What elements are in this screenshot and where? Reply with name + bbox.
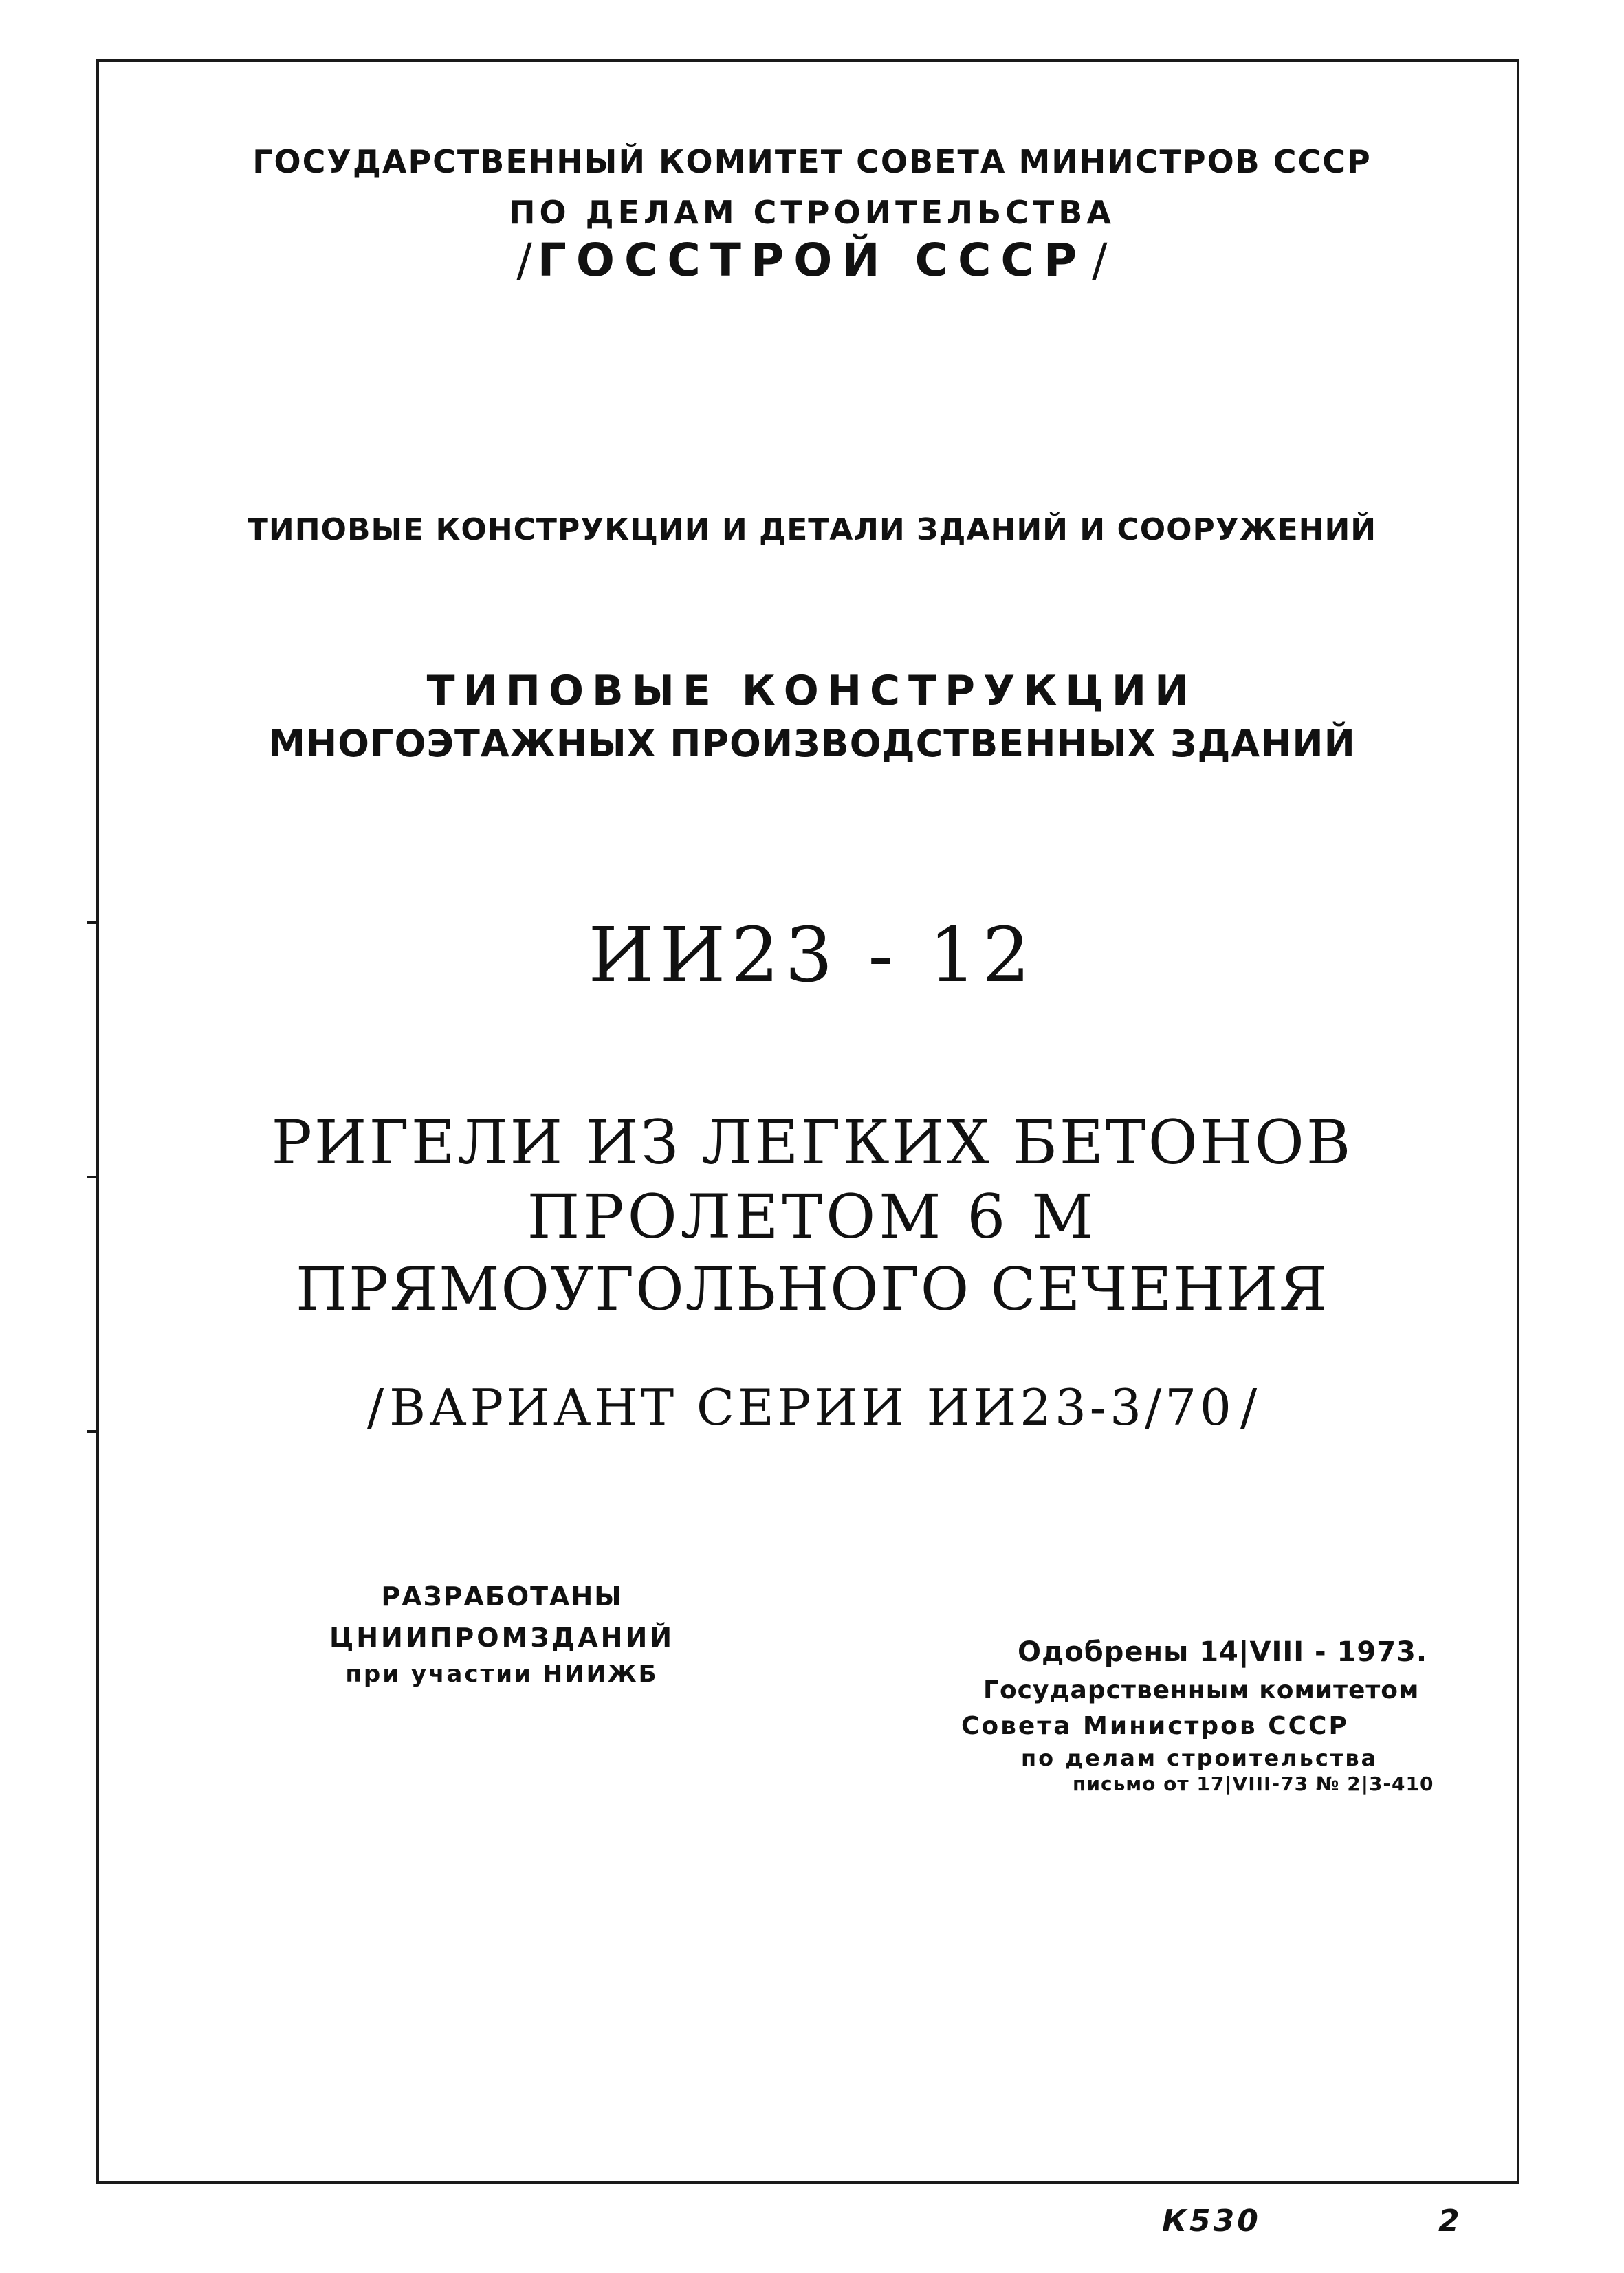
approved-line-1: Одобрены 14|VIII - 1973. <box>1018 1636 1428 1668</box>
page-number: 2 <box>1438 2204 1461 2239</box>
approved-line-5: письмо от 17|VIII-73 № 2|3-410 <box>1073 1772 1434 1795</box>
authority-line-2: ПО ДЕЛАМ СТРОИТЕЛЬСТВА <box>509 194 1115 231</box>
approved-line-4: по делам строительства <box>1021 1745 1379 1771</box>
approved-line-3: Совета Министров СССР <box>961 1712 1349 1740</box>
developed-line-1: РАЗРАБОТАНЫ <box>381 1581 623 1612</box>
subtitle-line-2: МНОГОЭТАЖНЫХ ПРОИЗВОДСТВЕННЫХ ЗДАНИЙ <box>268 722 1356 765</box>
series-code: ИИ23 - 12 <box>588 911 1036 999</box>
footer-code: К530 <box>1162 2204 1261 2239</box>
developed-line-3: при участии НИИЖБ <box>345 1660 659 1688</box>
approved-line-2: Государственным комитетом <box>983 1676 1420 1704</box>
main-title-line-1: РИГЕЛИ ИЗ ЛЕГКИХ БЕТОНОВ <box>271 1107 1353 1178</box>
variant-line: / ВАРИАНТ СЕРИИ ИИ23-3/70 / <box>366 1379 1258 1436</box>
authority-line-1: ГОСУДАРСТВЕННЫЙ КОМИТЕТ СОВЕТА МИНИСТРОВ СССР <box>252 143 1372 180</box>
collection-title: ТИПОВЫЕ КОНСТРУКЦИИ И ДЕТАЛИ ЗДАНИЙ И СООРУЖЕНИЙ <box>247 512 1377 547</box>
main-title-line-2: ПРОЛЕТОМ 6 М <box>527 1181 1097 1252</box>
authority-line-3: / ГОССТРОЙ СССР / <box>516 234 1108 287</box>
developed-line-2: ЦНИИПРОМЗДАНИЙ <box>329 1623 675 1653</box>
variant-label: ВАРИАНТ СЕРИИ ИИ23-3/70 <box>389 1379 1235 1436</box>
main-title-line-3: ПРЯМОУГОЛЬНОГО СЕЧЕНИЯ <box>296 1255 1328 1324</box>
subtitle-line-1: ТИПОВЫЕ КОНСТРУКЦИИ <box>426 667 1198 715</box>
gosstroy-label: ГОССТРОЙ СССР <box>537 234 1087 287</box>
